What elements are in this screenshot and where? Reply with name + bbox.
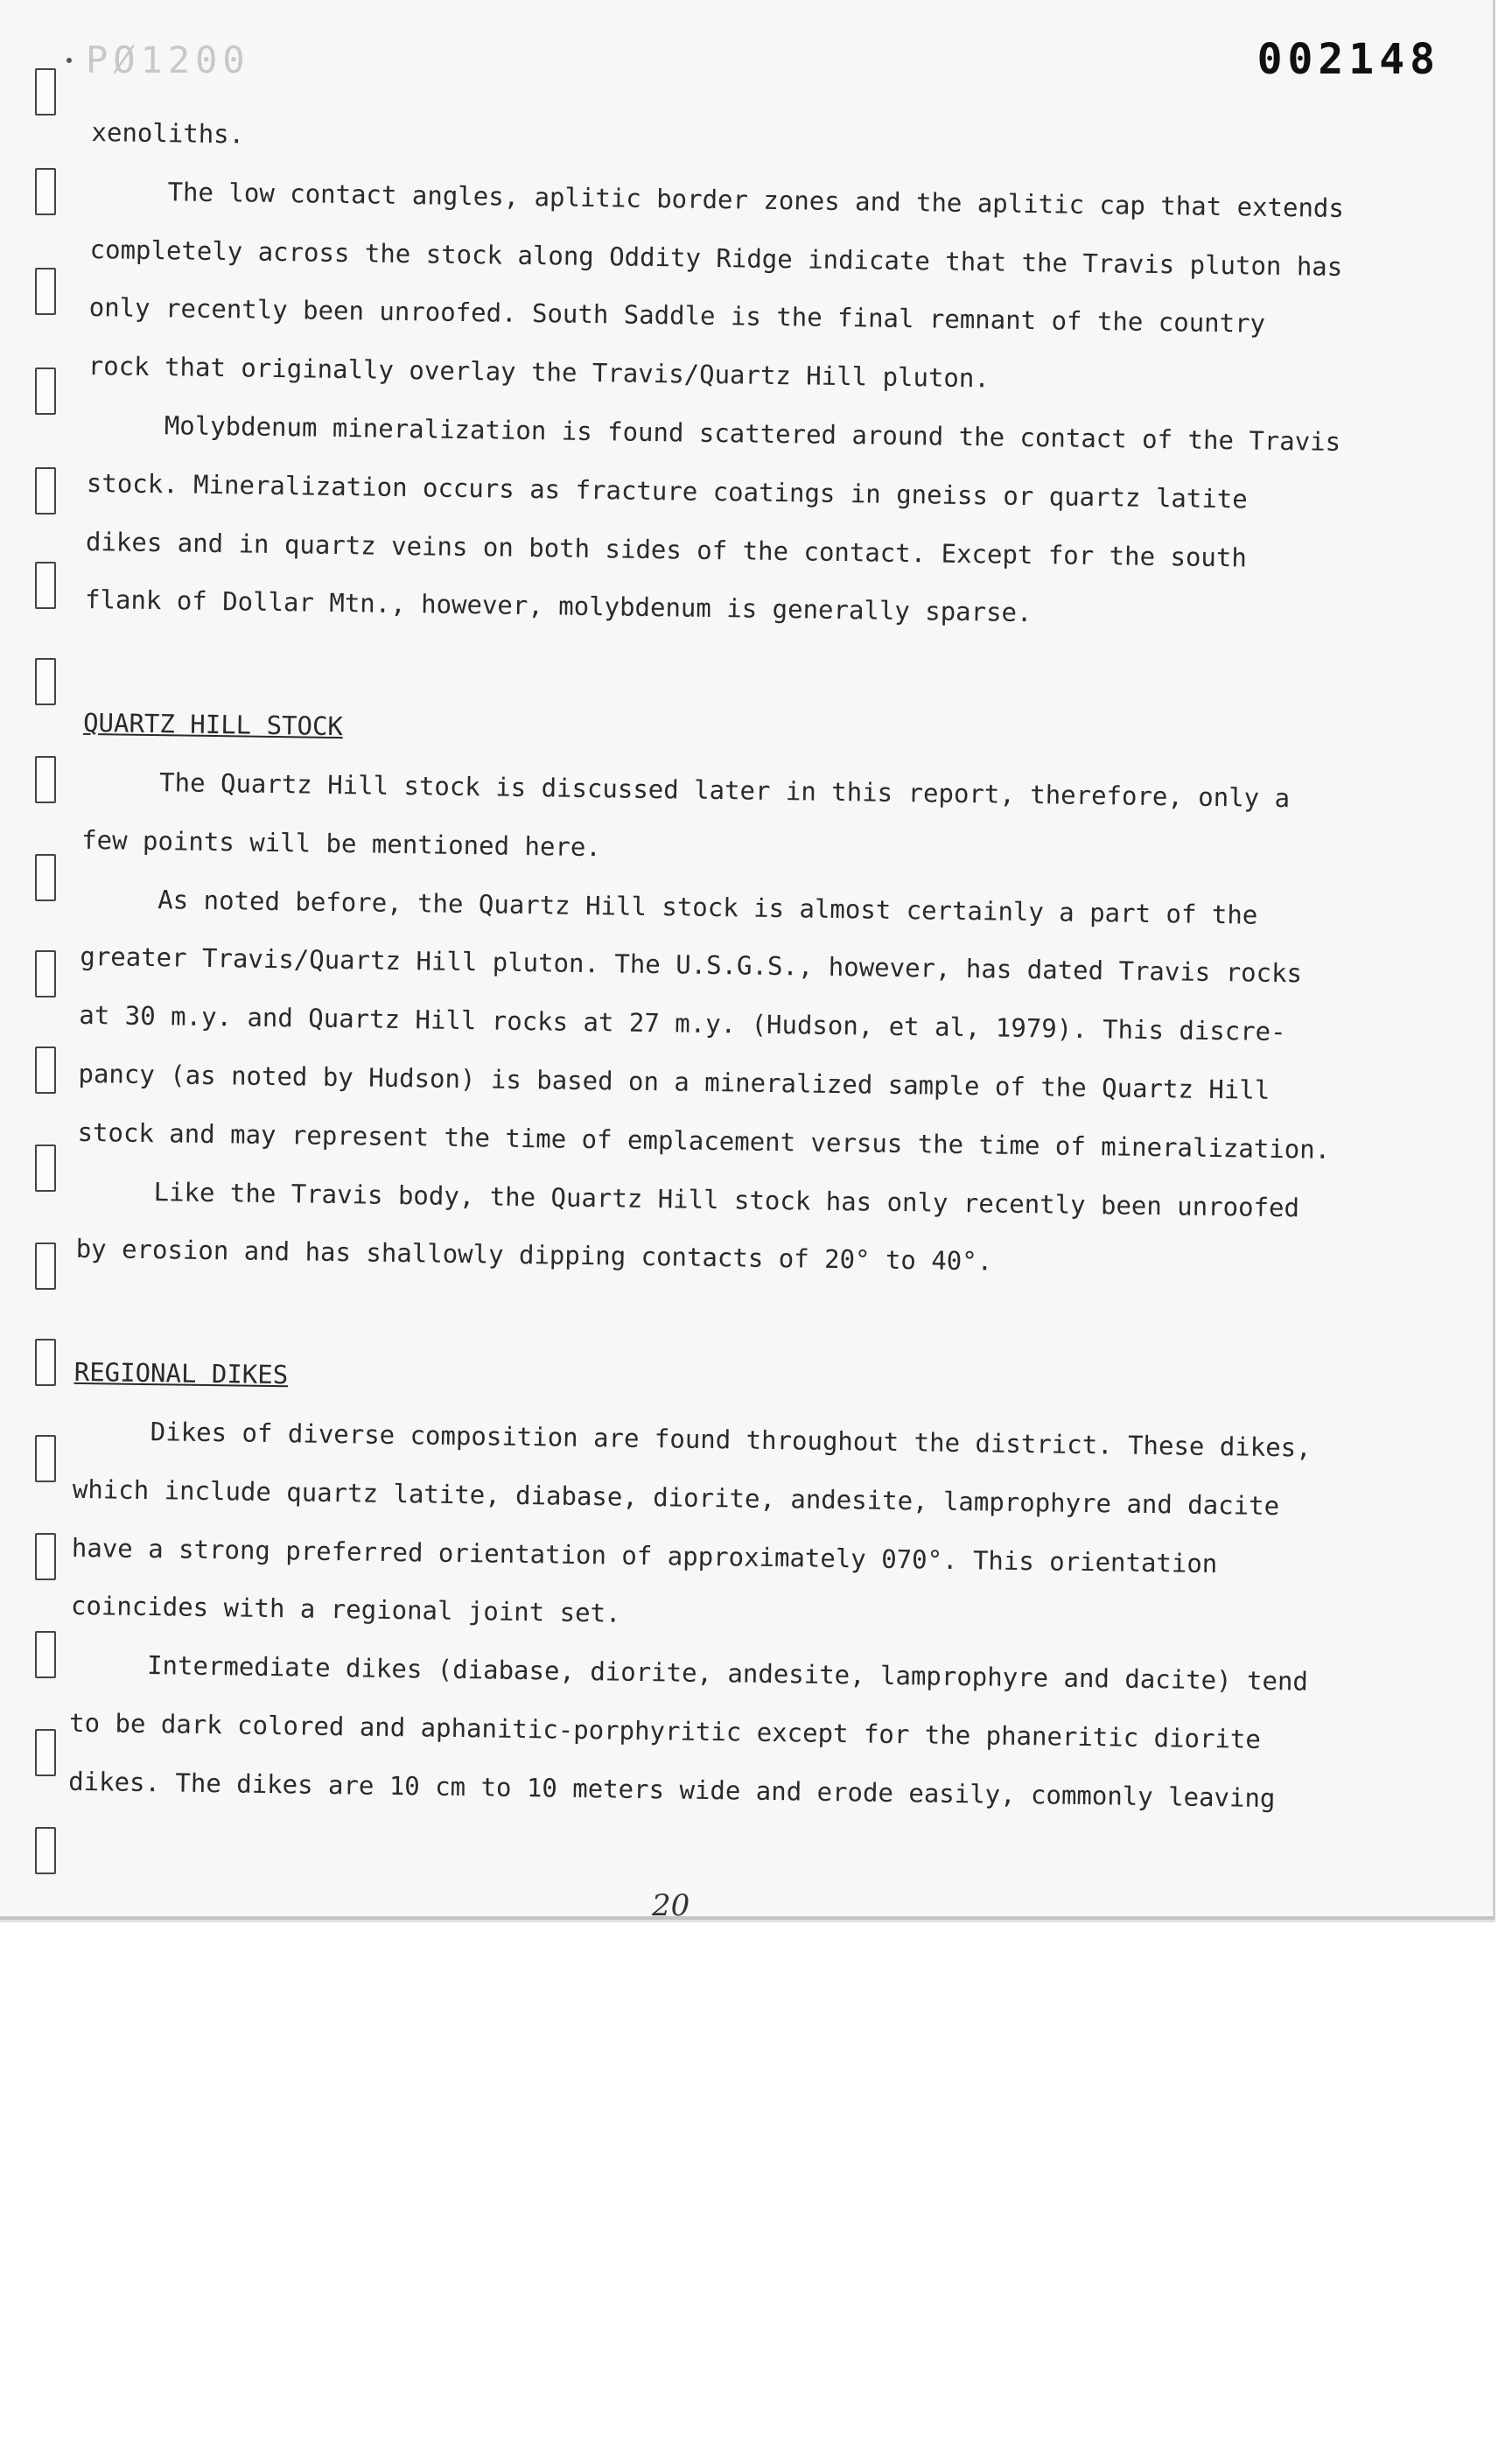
text-line: dikes. The dikes are 10 cm to 10 meters wide and erode easily, commonly leaving [67, 1766, 1276, 1813]
text-line: The Quartz Hill stock is discussed later in this report, therefore, only a [158, 767, 1291, 814]
faint-stamp: PØ1200 [86, 38, 250, 81]
text-line: by erosion and has shallowly dipping contacts of 20° to 40°. [75, 1234, 993, 1277]
text-line: Molybdenum mineralization is found scattered around the contact of the Travis [164, 410, 1341, 457]
text-line: greater Travis/Quartz Hill pluton. The U.S.G.S., however, has dated Travis rocks [80, 942, 1303, 989]
punch-hole [35, 1242, 56, 1290]
text-line: As noted before, the Quartz Hill stock is almost certainly a part of the [158, 884, 1258, 930]
punch-hole [35, 68, 56, 116]
text-line: coincides with a regional joint set. [70, 1591, 621, 1628]
text-line: dikes and in quartz veins on both sides of the contact. Except for the south [85, 526, 1248, 573]
text-line: stock and may represent the time of emplacement versus the time of mineralization. [77, 1116, 1331, 1165]
text-line: Dikes of diverse composition are found throughout the district. These dikes, [150, 1417, 1312, 1463]
punch-hole [35, 1435, 56, 1482]
page-number: 20 [652, 1888, 690, 1923]
punch-hole [35, 368, 56, 415]
punch-hole [35, 658, 56, 705]
punch-hole [35, 854, 56, 901]
text-line: stock. Mineralization occurs as fracture coatings in gneiss or quartz latite [86, 467, 1248, 514]
punch-hole [35, 950, 56, 998]
text-line: flank of Dollar Mtn., however, molybdenum is generally sparse. [84, 584, 1032, 628]
text-line: at 30 m.y. and Quartz Hill rocks at 27 m.y. (Hudson, et al, 1979). This discre- [79, 1000, 1286, 1047]
punch-hole [35, 756, 56, 803]
text-line: Like the Travis body, the Quartz Hill stock has only recently been unroofed [153, 1176, 1300, 1222]
text-line: which include quartz latite, diabase, diorite, andesite, lamprophyre and dacite [72, 1474, 1280, 1521]
text-line: xenoliths. [91, 116, 245, 150]
text-line: few points will be mentioned here. [81, 824, 602, 862]
punch-hole [35, 168, 56, 215]
text-line: only recently been unroofed. South Saddle is the final remnant of the country [88, 292, 1266, 340]
text-line: pancy (as noted by Hudson) is based on a mineralized sample of the Quartz Hill [78, 1058, 1270, 1105]
punch-hole [35, 1046, 56, 1094]
text-line: rock that originally overlay the Travis/Quartz Hill pluton. [88, 351, 990, 394]
ink-dot [66, 58, 72, 63]
text-line: The low contact angles, aplitic border zones and the aplitic cap that extends [167, 177, 1345, 223]
document-number: 002148 [1256, 35, 1440, 84]
section-heading: REGIONAL DIKES [74, 1357, 289, 1390]
text-line: have a strong preferred orientation of approximately 070°. This orientation [71, 1532, 1218, 1578]
punch-hole [35, 268, 56, 315]
section-heading: QUARTZ HILL STOCK [82, 708, 344, 742]
punch-hole [35, 467, 56, 514]
body-text [68, 103, 1369, 1829]
punch-hole [35, 1339, 56, 1386]
text-line: to be dark colored and aphanitic-porphyritic except for the phaneritic diorite [68, 1707, 1262, 1754]
punch-hole [35, 1533, 56, 1580]
text-line: completely across the stock along Oddity Ridge indicate that the Travis pluton has [89, 234, 1343, 282]
punch-hole [35, 562, 56, 609]
punch-hole [35, 1631, 56, 1678]
punch-hole [35, 1144, 56, 1192]
punch-hole [35, 1827, 56, 1874]
text-line: Intermediate dikes (diabase, diorite, andesite, lamprophyre and dacite) tend [146, 1650, 1309, 1697]
punch-hole [35, 1729, 56, 1776]
